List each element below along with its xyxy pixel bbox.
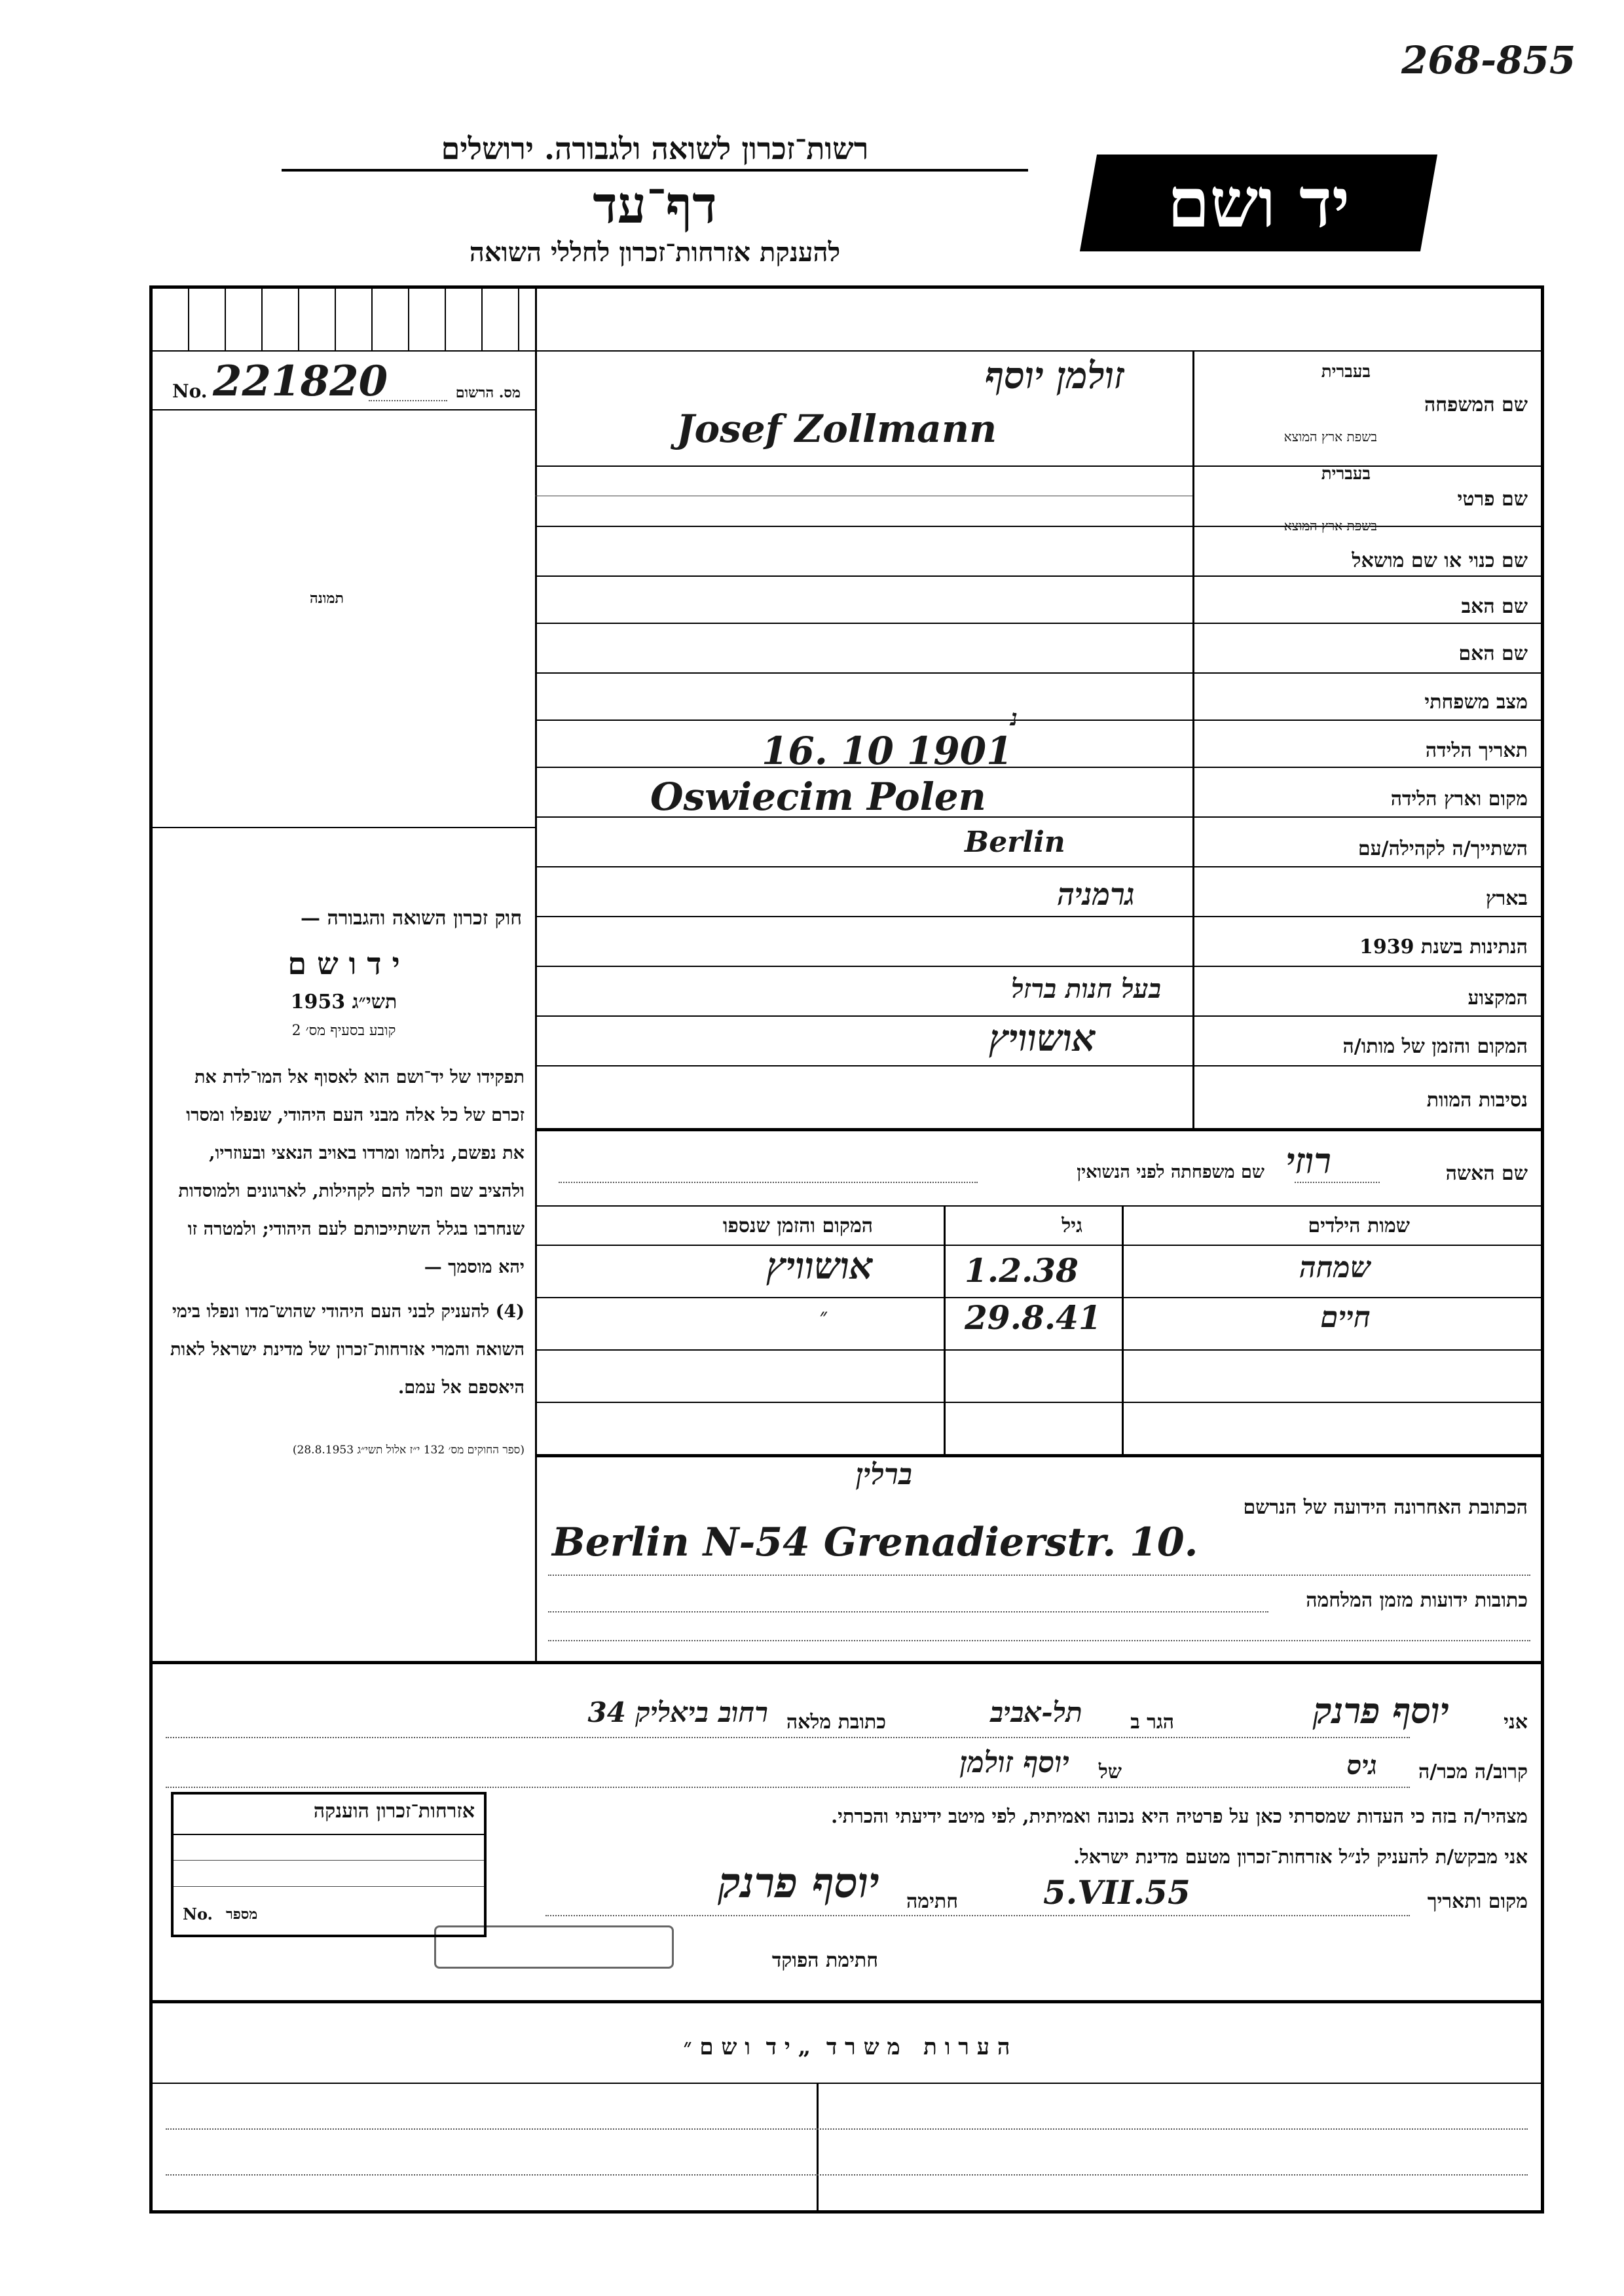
declarant-i-label: אני: [1504, 1711, 1528, 1734]
registration-number: 221820: [213, 357, 388, 406]
children-place-header: המקום והזמן שנספו: [722, 1214, 873, 1237]
declarant-of-value: יוסף זולמן: [959, 1746, 1069, 1779]
marital-status-value: נ: [1010, 705, 1018, 731]
wife-label: שם האשה: [1445, 1162, 1528, 1185]
granted-box-number-label: מספר: [226, 1906, 258, 1923]
marital-status-label: מצב משפחתי: [1424, 691, 1528, 714]
children-names-header: שמות הילדים: [1308, 1214, 1410, 1237]
child-2-name: חיים: [1320, 1301, 1371, 1334]
photo-label: תמונה: [310, 590, 344, 607]
declarant-of-label: של: [1098, 1760, 1122, 1783]
child-2-place: ״: [819, 1305, 827, 1328]
declarant-resides-value: תל-אביב: [989, 1696, 1082, 1728]
declarant-name: יוסף פרנק: [1313, 1690, 1449, 1732]
registration-label: מס. הרשום: [455, 384, 521, 401]
wife-value: רוזי: [1285, 1140, 1331, 1182]
law-source: (ספר החוקים מס׳ 132 י״ז אלול תשי״ג 28.8.1953): [292, 1444, 525, 1457]
child-1-age: 1.2.38: [965, 1251, 1079, 1290]
form-title: דף־עד: [593, 175, 717, 235]
family-name-origin-label: בשפת ארץ המוצא: [1283, 429, 1377, 445]
birth-place-value: Oswiecim Polen: [650, 774, 986, 819]
wartime-address-label: כתובות ידועות מזמן המלחמה: [1306, 1589, 1528, 1612]
law-paragraph-1: תפקידו של יד־ושם הוא לאסוף אל המו־לדת את זכרם של כל אלה מבני העם היהודי, שנפלו ומסרו את נפשם, נלחמו ומרדו באויב הנאצי ובעוזריו, ולהציב שם וזכר להם לקהילות, לארגונים ולמוסדות שנחרבו בגלל השתייכותם לעם היהודי; ולמטרה זו יהא מוסמך —: [178, 1067, 525, 1277]
first-name-origin-label: בשפת ארץ המוצא: [1283, 518, 1377, 534]
law-paragraph-2: (4) להעניק לבני העם היהודי שהוש־מדו ונפלו בימי השואה והמרי אזרחות־זכרון של מדינת ישראל לאות היאספם אל עמם.: [170, 1302, 525, 1398]
last-address-value: Berlin N-54 Grenadierstr. 10.: [552, 1520, 1198, 1565]
death-circumstances-label: נסיבות המוות: [1426, 1089, 1528, 1112]
birth-date-label: תאריך הלידה: [1425, 739, 1528, 762]
declarant-address-label: כתובת מלאה: [786, 1711, 886, 1734]
office-notes-title: ה ע ר ו ת מ ש ר ד „ י ד ו ש ם ״: [683, 2034, 1010, 2060]
family-name-label: שם המשפחה: [1424, 393, 1528, 416]
child-2-age: 29.8.41: [965, 1298, 1101, 1337]
archive-number: 268-855: [1401, 38, 1576, 82]
occupation-value: בעל חנות ברזל: [1011, 974, 1161, 1004]
granted-box-title: אזרחות־זכרון הוענקה: [313, 1800, 475, 1823]
registration-number-label: No.: [172, 380, 208, 402]
granted-box-no-label: No.: [183, 1904, 213, 1923]
authority-header: רשות־זכרון לשואה ולגבורה. ירושלים: [282, 131, 1028, 172]
child-1-place: אושוויץ: [766, 1245, 873, 1288]
nickname-label: שם כנוי או שם מושאל: [1352, 549, 1528, 572]
country-label: בארץ: [1485, 887, 1528, 910]
law-title: חוק זכרון השואה והגבורה —: [301, 907, 522, 930]
country-value: גרמניה: [1057, 877, 1135, 912]
declaration-text: מצהיר/ה בזה כי העדות שמסרתי כאן על פרטיה היא נכונה ואמיתית, לפי מיטב ידיעתי והכרתי.: [831, 1805, 1528, 1827]
last-address-note: ברלין: [855, 1458, 912, 1491]
place-date-value: 5.VII.55: [1043, 1873, 1190, 1912]
family-name-hebrew-label: בעברית: [1321, 362, 1371, 382]
community-value: Berlin: [965, 826, 1065, 859]
birth-place-label: מקום וארץ הלידה: [1390, 788, 1528, 811]
law-section: קובע בסעיף מס׳ 2: [291, 1023, 396, 1039]
occupation-label: המקצוע: [1467, 987, 1528, 1010]
officer-signature-label: חתימת הפוקד: [771, 1949, 878, 1972]
registration-dots: [369, 400, 447, 401]
declarant-relation-label: קרוב/ה מכר/ה: [1418, 1760, 1528, 1783]
family-name-hebrew-value: זולמן יוסף: [985, 354, 1124, 397]
law-year: תשי״ג 1953: [290, 991, 397, 1013]
law-name: י ד ו ש ם: [287, 946, 400, 981]
children-age-header: גיל: [1061, 1214, 1082, 1237]
yad-vashem-logo: [1080, 155, 1437, 251]
request-text: אני מבקש/ת להעניק לנ״ל אזרחות־זכרון מטעם מדינת ישראל.: [1073, 1846, 1528, 1868]
form-subtitle: להענקת אזרחות־זכרון לחללי השואה: [469, 237, 841, 268]
testimony-form: [149, 285, 1544, 2214]
signature-value: יוסף פרנק: [718, 1859, 879, 1908]
mother-name-label: שם האם: [1458, 642, 1528, 665]
community-label: השתייך/ה לקהילה/עם: [1357, 837, 1528, 860]
logo-text: יד ושם: [1167, 162, 1350, 243]
granted-box: [171, 1792, 487, 1937]
death-place-time-value: אושוויץ: [989, 1017, 1096, 1060]
first-name-hebrew-label: בעברית: [1321, 464, 1371, 484]
place-date-label: מקום ותאריך: [1427, 1890, 1528, 1913]
birth-date-value: 16. 10 1901: [762, 729, 1013, 773]
death-place-time-label: המקום והזמן של מותו/ה: [1342, 1035, 1528, 1058]
family-name-origin-value: Josef Zollmann: [676, 407, 997, 451]
declarant-relation-value: גיס: [1346, 1750, 1377, 1781]
signature-label: חתימה: [906, 1890, 958, 1913]
child-1-name: שמחה: [1299, 1251, 1371, 1285]
last-address-label: הכתובת האחרונה הידועה של הנרשם: [1243, 1496, 1528, 1519]
declarant-resides-label: הגר ב: [1130, 1711, 1174, 1734]
first-name-label: שם פרטי: [1457, 488, 1528, 511]
declarant-address-value: רחוב ביאליק 34: [587, 1696, 768, 1728]
citizenship-label: הנתינות בשנת 1939: [1359, 936, 1528, 958]
wife-maiden-label: שם משפחתה לפני הנשואין: [1077, 1162, 1264, 1182]
father-name-label: שם האב: [1461, 595, 1528, 618]
